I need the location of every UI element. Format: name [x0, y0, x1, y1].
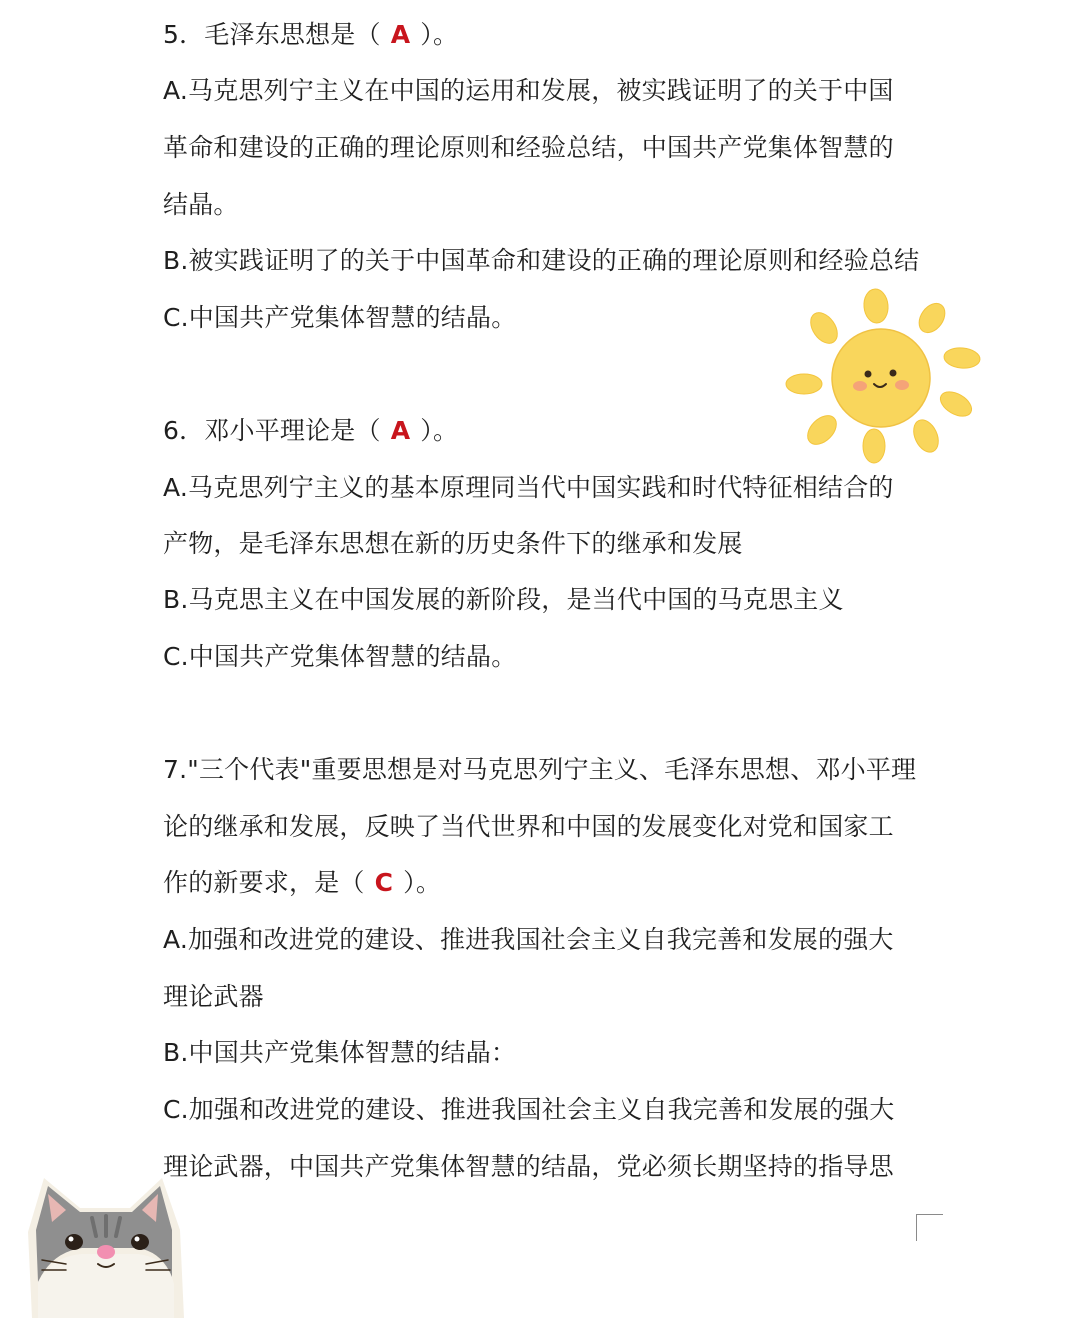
question-6-stem-end: ）。 [420, 416, 459, 445]
question-5-option-c: C.中国共产党集体智慧的结晶。 [163, 303, 517, 332]
question-5-option-a-line-3: 结晶。 [163, 190, 239, 219]
question-7-option-c-line-2: 理论武器，中国共产党集体智慧的结晶，党必须长期坚持的指导思 [163, 1152, 894, 1181]
question-5-option-a-line-2: 革命和建设的正确的理论原则和经验总结，中国共产党集体智慧的 [163, 133, 894, 162]
cat-sticker-icon [22, 1172, 192, 1318]
question-6-option-a-line-1: A.马克思列宁主义的基本原理同当代中国实践和时代特征相结合的 [163, 473, 894, 502]
sun-sticker-icon [784, 286, 984, 466]
question-5-option-a-line-1: A.马克思列宁主义在中国的运用和发展，被实践证明了的关于中国 [163, 76, 894, 105]
question-6-option-c: C.中国共产党集体智慧的结晶。 [163, 642, 517, 671]
question-7-stem: 作的新要求，是（ [163, 868, 365, 897]
question-6-answer: A [390, 416, 411, 445]
question-7-option-b: B.中国共产党集体智慧的结晶： [163, 1038, 517, 1067]
question-7-title [163, 866, 441, 900]
question-7-option-a-line-1: A.加强和改进党的建设、推进我国社会主义自我完善和发展的强大 [163, 925, 894, 954]
question-7-stem-line-1: 7."三个代表"重要思想是对马克思列宁主义、毛泽东思想、邓小平理 [163, 755, 917, 784]
question-6-option-b: B.马克思主义在中国发展的新阶段，是当代中国的马克思主义 [163, 585, 844, 614]
question-5-stem-end: ）。 [420, 20, 459, 49]
question-5-option-b: B.被实践证明了的关于中国革命和建设的正确的理论原则和经验总结 [163, 246, 920, 275]
question-5-title [163, 18, 458, 52]
question-6-option-a-line-2: 产物，是毛泽东思想在新的历史条件下的继承和发展 [163, 529, 743, 558]
question-5-answer: A [390, 20, 411, 49]
question-7-option-a-line-2: 理论武器 [163, 982, 264, 1011]
question-6-title [163, 414, 458, 448]
corner-mark-icon [916, 1214, 943, 1241]
question-6-stem: 6．邓小平理论是（ [163, 416, 381, 445]
question-7-stem-end: ）。 [403, 868, 442, 897]
question-7-option-c-line-1: C.加强和改进党的建设、推进我国社会主义自我完善和发展的强大 [163, 1095, 895, 1124]
question-7-stem-line-2: 论的继承和发展，反映了当代世界和中国的发展变化对党和国家工 [163, 812, 894, 841]
question-5-stem: 5．毛泽东思想是（ [163, 20, 381, 49]
question-7-answer: C [374, 868, 394, 897]
